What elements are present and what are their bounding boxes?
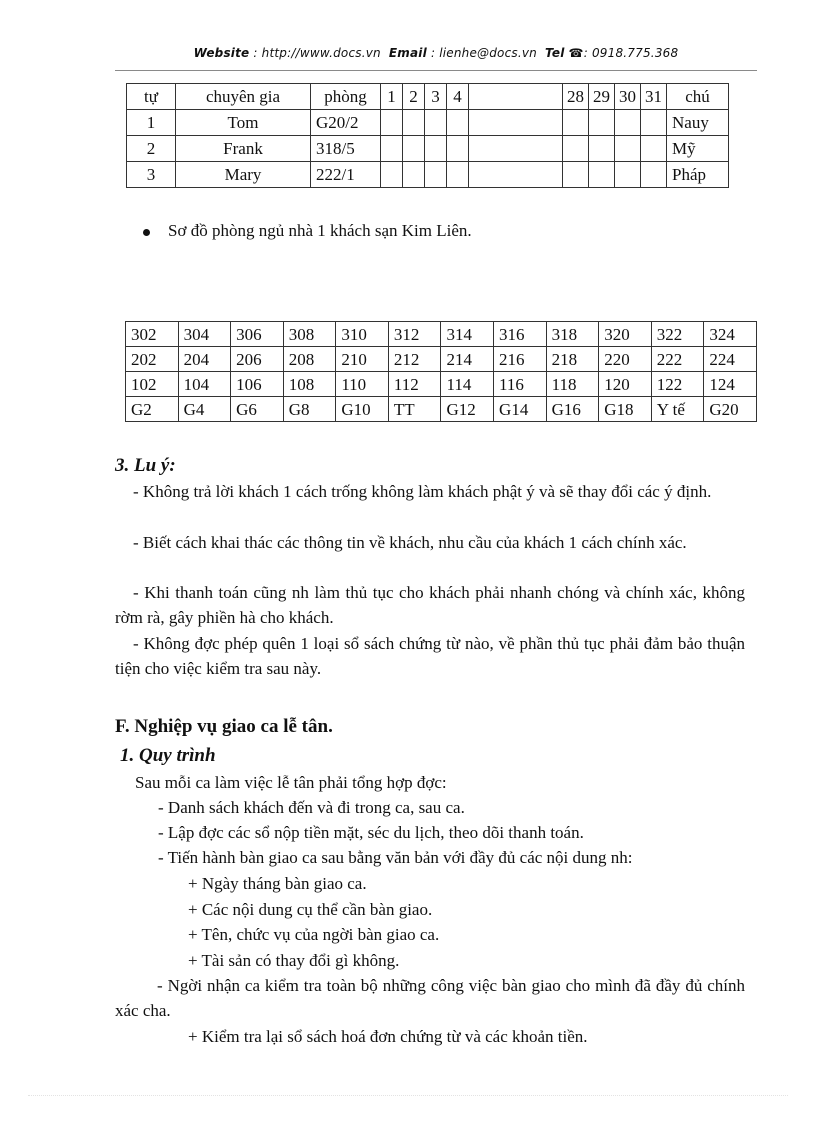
website-label: Website: [193, 46, 250, 60]
room-cell: 210: [336, 347, 389, 372]
email-value: : lienhe@docs.vn: [430, 46, 537, 60]
header-cell: 2: [403, 84, 425, 110]
room-cell: 118: [546, 372, 599, 397]
header-cell: 30: [615, 84, 641, 110]
section-f-title: F. Nghiệp vụ giao ca lễ tân.: [115, 716, 333, 737]
room-cell: TT: [388, 397, 441, 422]
header-cell: tự: [127, 84, 176, 110]
room-cell: 222: [651, 347, 704, 372]
room-number: G20/2: [311, 110, 381, 136]
phone-icon: ☎: [568, 46, 584, 60]
room-map-table: [125, 321, 757, 422]
note-paragraph-2: - Biết cách khai thác các thông tin về khách, nhu cầu của khách 1 cách chính xác.: [133, 533, 687, 552]
expert-name: Frank: [176, 136, 311, 162]
room-cell: 112: [388, 372, 441, 397]
room-cell: 308: [283, 322, 336, 347]
procedure-item-3: - Tiến hành bàn giao ca sau bằng văn bản với đầy đủ các nội dung nh:: [158, 848, 633, 867]
room-cell: 322: [651, 322, 704, 347]
handover-subitem-5: + Kiểm tra lại sổ sách hoá đơn chứng từ và các khoản tiền.: [188, 1027, 588, 1046]
table-row: [127, 136, 729, 162]
guest-table-header-row: [127, 84, 729, 110]
tel-value: : 0918.775.368: [583, 46, 679, 60]
handover-subitem-3: + Tên, chức vụ của ngời bàn giao ca.: [188, 925, 440, 944]
room-cell: 212: [388, 347, 441, 372]
room-cell: 314: [441, 322, 494, 347]
room-cell: G2: [126, 397, 179, 422]
table-row: [127, 110, 729, 136]
room-cell: Y tế: [651, 397, 704, 422]
header-cell: 4: [447, 84, 469, 110]
header-cell: [469, 84, 563, 110]
room-cell: 304: [178, 322, 231, 347]
handover-subitem-1: + Ngày tháng bàn giao ca.: [188, 874, 367, 893]
room-cell: 120: [599, 372, 652, 397]
room-map-row: [126, 372, 757, 397]
note-cell: Pháp: [667, 162, 729, 188]
procedure-item-1: - Danh sách khách đến và đi trong ca, sau ca.: [158, 798, 465, 817]
room-map-row: [126, 322, 757, 347]
room-cell: 224: [704, 347, 757, 372]
room-cell: G18: [599, 397, 652, 422]
room-cell: 306: [231, 322, 284, 347]
room-cell: 108: [283, 372, 336, 397]
room-number: 222/1: [311, 162, 381, 188]
room-map-body: [126, 322, 757, 422]
room-cell: 310: [336, 322, 389, 347]
room-cell: G12: [441, 397, 494, 422]
room-cell: 106: [231, 372, 284, 397]
row-number: 1: [127, 110, 176, 136]
room-cell: G10: [336, 397, 389, 422]
note-cell: Nauy: [667, 110, 729, 136]
tel-label: Tel: [545, 46, 565, 60]
row-number: 2: [127, 136, 176, 162]
procedure-item-4: - Ngời nhận ca kiểm tra toàn bộ những công việc bàn giao cho mình đã đầy đủ chính xác cha.: [115, 976, 745, 1020]
header-cell: phòng: [311, 84, 381, 110]
room-cell: 104: [178, 372, 231, 397]
bullet-text: Sơ đồ phòng ngủ nhà 1 khách sạn Kim Liên.: [168, 221, 472, 240]
room-cell: 216: [494, 347, 547, 372]
header-cell: chú: [667, 84, 729, 110]
room-cell: G14: [494, 397, 547, 422]
room-cell: 318: [546, 322, 599, 347]
bullet-item: [143, 221, 472, 241]
procedure-item-2: - Lập đợc các sổ nộp tiền mặt, séc du lịch, theo dõi thanh toán.: [158, 823, 584, 842]
header-cell: chuyên gia: [176, 84, 311, 110]
page-header: [115, 46, 757, 71]
header-cell: 28: [563, 84, 589, 110]
room-cell: 114: [441, 372, 494, 397]
room-cell: 220: [599, 347, 652, 372]
room-cell: G6: [231, 397, 284, 422]
handover-subitem-2: + Các nội dung cụ thể cần bàn giao.: [188, 900, 433, 919]
note-paragraph-4: - Không đợc phép quên 1 loại sổ sách chứng từ nào, về phần thủ tục phải đảm bảo thuận tiện cho việc kiểm tra sau này.: [115, 634, 745, 678]
header-cell: 31: [641, 84, 667, 110]
expert-name: Tom: [176, 110, 311, 136]
room-cell: 202: [126, 347, 179, 372]
procedure-intro: Sau mỗi ca làm việc lễ tân phải tổng hợp đợc:: [135, 773, 447, 792]
section-f-subtitle: 1. Quy trình: [120, 745, 216, 766]
note-cell: Mỹ: [667, 136, 729, 162]
room-cell: 324: [704, 322, 757, 347]
website-value: : http://www.docs.vn: [253, 46, 381, 60]
room-cell: 204: [178, 347, 231, 372]
guest-room-table: [126, 83, 729, 188]
room-cell: 122: [651, 372, 704, 397]
room-cell: G4: [178, 397, 231, 422]
handover-subitem-4: + Tài sản có thay đổi gì không.: [188, 951, 400, 970]
row-number: 3: [127, 162, 176, 188]
room-map-row: [126, 397, 757, 422]
header-cell: 1: [381, 84, 403, 110]
room-cell: 124: [704, 372, 757, 397]
note-paragraph-3: - Khi thanh toán cũng nh làm thủ tục cho khách phải nhanh chóng và chính xác, không rờm rà, gây phiền hà cho khách.: [115, 583, 745, 627]
table-row: [127, 162, 729, 188]
footer-divider: [28, 1095, 788, 1096]
room-cell: G20: [704, 397, 757, 422]
room-cell: 320: [599, 322, 652, 347]
expert-name: Mary: [176, 162, 311, 188]
room-cell: 312: [388, 322, 441, 347]
room-number: 318/5: [311, 136, 381, 162]
room-cell: 208: [283, 347, 336, 372]
room-cell: G8: [283, 397, 336, 422]
room-cell: 110: [336, 372, 389, 397]
room-cell: 206: [231, 347, 284, 372]
header-cell: 29: [589, 84, 615, 110]
room-map-row: [126, 347, 757, 372]
room-cell: 102: [126, 372, 179, 397]
section-3-title: 3. Lu ý:: [115, 455, 176, 476]
room-cell: 316: [494, 322, 547, 347]
room-cell: 116: [494, 372, 547, 397]
room-cell: G16: [546, 397, 599, 422]
room-cell: 214: [441, 347, 494, 372]
email-label: Email: [388, 46, 427, 60]
bullet-dot-icon: [143, 229, 150, 236]
room-cell: 218: [546, 347, 599, 372]
note-paragraph-1: - Không trả lời khách 1 cách trống không làm khách phật ý và sẽ thay đổi các ý định.: [133, 482, 712, 501]
room-cell: 302: [126, 322, 179, 347]
header-cell: 3: [425, 84, 447, 110]
